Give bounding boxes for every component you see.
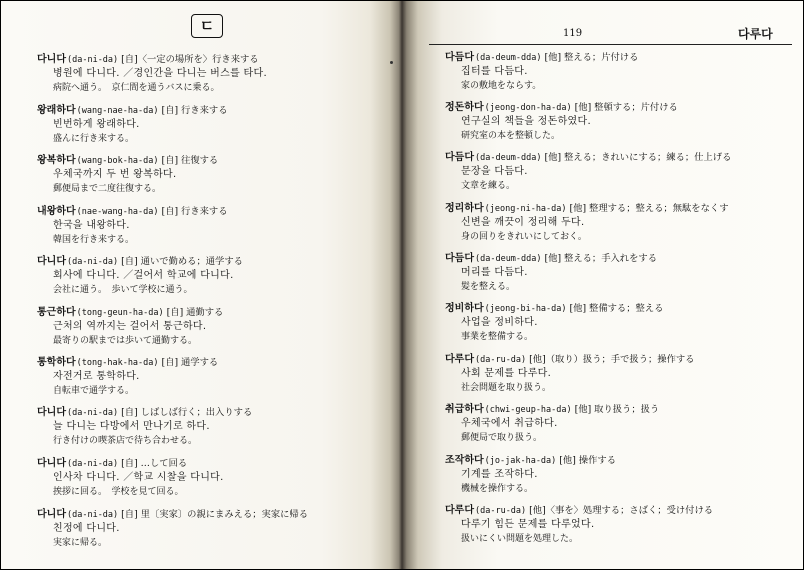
entry-example-japanese: 髪を整える。 xyxy=(461,282,516,292)
entry-headword: 다루다 xyxy=(445,354,474,365)
entry-example-korean: 사업을 정비하다. xyxy=(461,317,538,328)
entry-example-korean: 인사차 다니다. ／학교 시찰을 다니다. xyxy=(53,472,224,483)
entry-romanization: (da-ni-da) xyxy=(66,408,119,418)
entry-example-japanese: 盛んに行き来する。 xyxy=(53,134,135,144)
entry-romanization: (da-deum-dda) xyxy=(474,53,542,63)
entry-example-japanese: 最寄りの駅までは歩いて通勤する。 xyxy=(53,336,198,346)
entry-headword: 다니다 xyxy=(37,458,66,469)
entry-headword: 다루다 xyxy=(445,505,474,516)
entry-example-korean: 친정에 다니다. xyxy=(53,523,120,534)
entry-headword: 다듬다 xyxy=(445,152,474,163)
entry-example-japanese: 行き付けの喫茶店で待ち合わせる。 xyxy=(53,436,198,446)
entry-headword: 통학하다 xyxy=(37,357,76,368)
dictionary-entry xyxy=(445,202,729,244)
entry-definition: [他] 整理する；整える；無駄をなくす xyxy=(569,203,729,214)
entry-definition: [他] 整える；手入れをする xyxy=(544,253,657,264)
header-rule xyxy=(429,44,792,45)
entry-example-korean: 기계를 조작하다. xyxy=(461,469,538,480)
entry-definition: [自] 通いで勤める；通学する xyxy=(121,256,243,267)
dictionary-entry xyxy=(445,353,694,395)
entry-example-korean: 신변을 깨끗이 정리해 두다. xyxy=(461,217,585,228)
section-letter-mark: ㄷ xyxy=(191,14,223,38)
entry-romanization: (da-ni-da) xyxy=(66,510,119,520)
entry-headword: 조작하다 xyxy=(445,455,484,466)
entry-romanization: (da-ni-da) xyxy=(66,459,119,469)
entry-definition: [自] 行き来する xyxy=(161,206,228,217)
dictionary-entry xyxy=(445,454,616,496)
entry-definition: [他]〈事を〉処理する；さばく；受け付ける xyxy=(529,505,714,516)
entry-headword: 다니다 xyxy=(37,256,66,267)
entry-example-japanese: 挨拶に回る。 学校を見て回る。 xyxy=(53,487,184,497)
entry-definition: [他] 取り扱う；扱う xyxy=(574,404,660,415)
dictionary-entry xyxy=(37,457,224,499)
entry-example-japanese: 自転車で通学する。 xyxy=(53,386,135,396)
entry-romanization: (jeong-bi-ha-da) xyxy=(484,304,567,314)
entry-example-japanese: 病院へ通う。 京仁間を通うバスに乗る。 xyxy=(53,83,220,93)
entry-example-japanese: 文章を練る。 xyxy=(461,181,516,191)
entry-example-japanese: 扱いにくい問題を処理した。 xyxy=(461,534,579,544)
right-page xyxy=(413,1,804,569)
entry-definition: [他] 整備する；整える xyxy=(569,303,664,314)
entry-romanization: (wang-nae-ha-da) xyxy=(76,106,159,116)
entry-definition: [自]〈一定の場所を〉行き来する xyxy=(121,54,259,65)
entry-headword: 다니다 xyxy=(37,407,66,418)
entry-headword: 정돈하다 xyxy=(445,102,484,113)
entry-headword: 다니다 xyxy=(37,509,66,520)
entry-example-japanese: 会社に通う。 歩いて学校に通う。 xyxy=(53,285,193,295)
entry-definition: [他] 整える；きれいにする；練る；仕上げる xyxy=(544,152,732,163)
entry-example-japanese: 郵便局で取り扱う。 xyxy=(461,433,543,443)
entry-definition: [自] 通学する xyxy=(161,357,219,368)
entry-example-korean: 사회 문제를 다루다. xyxy=(461,368,552,379)
entry-romanization: (chwi-geup-ha-da) xyxy=(484,405,572,415)
entry-romanization: (jeong-don-ha-da) xyxy=(484,103,572,113)
entry-romanization: (tong-hak-ha-da) xyxy=(76,358,159,368)
entry-example-japanese: 事業を整備する。 xyxy=(461,332,534,342)
entry-headword: 정비하다 xyxy=(445,303,484,314)
entry-definition: [他] 操作する xyxy=(559,455,616,466)
entry-example-japanese: 身の回りをきれいにしておく。 xyxy=(461,232,587,242)
entry-headword: 왕래하다 xyxy=(37,105,76,116)
entry-romanization: (jeong-ni-ha-da) xyxy=(484,204,567,214)
dictionary-entry xyxy=(37,508,308,550)
entry-definition: [自] 往復する xyxy=(161,155,219,166)
dictionary-entry xyxy=(445,101,678,143)
entry-example-korean: 병원에 다니다. ／경인간을 다니는 버스를 타다. xyxy=(53,68,267,79)
entry-romanization: (da-ni-da) xyxy=(66,55,119,65)
dictionary-entry xyxy=(445,403,659,445)
entry-definition: [自] 里〔実家〕の親にまみえる；実家に帰る xyxy=(121,509,309,520)
entry-definition: [自] しばしば行く；出入りする xyxy=(121,407,253,418)
entry-headword: 다듬다 xyxy=(445,253,474,264)
dictionary-entry xyxy=(445,151,731,193)
entry-example-korean: 우체국까지 두 번 왕복하다. xyxy=(53,169,177,180)
entry-example-korean: 빈번하게 왕래하다. xyxy=(53,119,140,130)
entry-example-korean: 문장을 다듬다. xyxy=(461,166,528,177)
entry-romanization: (da-deum-dda) xyxy=(474,254,542,264)
entry-romanization: (tong-geun-ha-da) xyxy=(76,308,164,318)
dictionary-entry xyxy=(37,406,252,448)
left-page xyxy=(1,1,393,569)
entry-romanization: (da-deum-dda) xyxy=(474,153,542,163)
dictionary-entry xyxy=(37,104,228,146)
entry-definition: [自] 行き来する xyxy=(161,105,228,116)
entry-example-korean: 근처의 역까지는 걸어서 통근하다. xyxy=(53,321,207,332)
entry-definition: [他]（取り）扱う；手で扱う；操作する xyxy=(529,354,695,365)
running-head: 다루다 xyxy=(738,27,773,41)
dictionary-entry xyxy=(445,504,713,546)
entry-example-korean: 집터를 다듬다. xyxy=(461,66,528,77)
entry-example-japanese: 研究室の本を整頓した。 xyxy=(461,131,561,141)
entry-headword: 정리하다 xyxy=(445,203,484,214)
page-number: 119 xyxy=(563,28,583,39)
entry-example-korean: 머리를 다듬다. xyxy=(461,267,528,278)
entry-definition: [自] 通勤する xyxy=(166,307,224,318)
entry-definition: [他] 整える；片付ける xyxy=(544,52,639,63)
entry-example-japanese: 家の敷地をならす。 xyxy=(461,81,542,91)
dictionary-entry xyxy=(37,205,228,247)
entry-example-korean: 한국을 내왕하다. xyxy=(53,220,130,231)
entry-headword: 다듬다 xyxy=(445,52,474,63)
dictionary-entry xyxy=(445,302,663,344)
dictionary-entry xyxy=(37,255,243,297)
page-speck xyxy=(390,61,393,64)
entry-romanization: (nae-wang-ha-da) xyxy=(76,207,159,217)
entry-example-korean: 회사에 다니다. ／걸어서 학교에 다니다. xyxy=(53,270,234,281)
entry-example-korean: 다루기 힘든 문제를 다루었다. xyxy=(461,519,595,530)
entry-example-korean: 연구실의 책들을 정돈하였다. xyxy=(461,116,591,127)
entry-example-japanese: 機械を操作する。 xyxy=(461,484,534,494)
dictionary-entry xyxy=(37,53,267,95)
entry-headword: 다니다 xyxy=(37,54,66,65)
entry-romanization: (da-ni-da) xyxy=(66,257,119,267)
dictionary-entry xyxy=(37,154,218,196)
entry-romanization: (wang-bok-ha-da) xyxy=(76,156,159,166)
entry-romanization: (da-ru-da) xyxy=(474,506,527,516)
entry-example-japanese: 郵便局まで二度往復する。 xyxy=(53,184,162,194)
entry-definition: [他] 整頓する；片付ける xyxy=(574,102,678,113)
entry-example-japanese: 韓国を行き来する。 xyxy=(53,235,135,245)
entry-headword: 왕복하다 xyxy=(37,155,76,166)
dictionary-entry xyxy=(37,306,223,348)
entry-headword: 통근하다 xyxy=(37,307,76,318)
entry-headword: 취급하다 xyxy=(445,404,484,415)
entry-romanization: (da-ru-da) xyxy=(474,355,527,365)
dictionary-entry xyxy=(445,51,638,93)
entry-example-korean: 우체국에서 취급하다. xyxy=(461,418,558,429)
dictionary-entry xyxy=(37,356,218,398)
entry-example-japanese: 実家に帰る。 xyxy=(53,538,108,548)
entry-example-korean: 늘 다니는 다방에서 만나기로 하다. xyxy=(53,421,210,432)
entry-headword: 내왕하다 xyxy=(37,206,76,217)
entry-definition: [自] …して回る xyxy=(121,458,188,469)
entry-example-japanese: 社会問題を取り扱う。 xyxy=(461,383,552,393)
dictionary-entry xyxy=(445,252,657,294)
entry-example-korean: 자전거로 통학하다. xyxy=(53,371,140,382)
entry-romanization: (jo-jak-ha-da) xyxy=(484,456,557,466)
